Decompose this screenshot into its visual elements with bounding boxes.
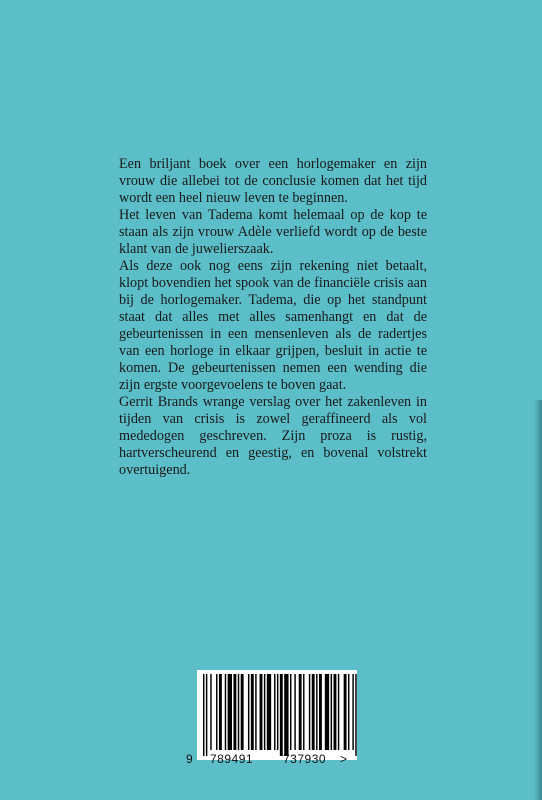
barcode-bar xyxy=(225,674,226,750)
barcode-bar xyxy=(312,674,315,750)
barcode-bar xyxy=(238,674,239,750)
barcode-right-digits: 737930 xyxy=(283,752,327,766)
blurb-paragraph: Als deze ook nog eens zijn rekening niet betaalt, klopt bovendien het spook van de financiële crisis aan bij de horlogemaker. Tadema, die op het standpunt staat dat alles met alles samenhangt en dat de gebeurtenissen in een mensenleven als de radertjes van een horloge in elkaar grijpen, besluit in actie te komen. De gebeurtenissen nemen een wending die zijn ergste voorgevoelens te boven gaat. xyxy=(119,258,427,393)
barcode-bar xyxy=(284,674,288,756)
barcode-bar xyxy=(280,674,283,756)
barcode-bars xyxy=(197,670,357,760)
barcode-bar xyxy=(299,674,302,750)
barcode-bar xyxy=(216,674,217,750)
barcode-bar xyxy=(206,674,207,756)
barcode-bar xyxy=(203,674,204,756)
barcode-bar xyxy=(210,674,211,750)
barcode-bar xyxy=(241,674,244,750)
barcode-bar xyxy=(219,674,222,750)
barcode-bar xyxy=(334,674,337,750)
barcode-bar xyxy=(355,674,356,756)
barcode-lead-digit: 9 xyxy=(186,752,194,766)
barcode-bar xyxy=(248,674,249,750)
barcode-bar xyxy=(319,674,322,750)
barcode-bar xyxy=(260,674,263,750)
blurb-paragraph: Het leven van Tadema komt helemaal op de kop te staan als zijn vrouw Adèle verliefd wordt op de beste klant van de juwelierszaak. xyxy=(119,207,427,257)
barcode-bar xyxy=(331,674,332,750)
barcode-bar xyxy=(228,674,232,750)
barcode-left-digits: 789491 xyxy=(210,752,254,766)
barcode-bar xyxy=(316,674,317,750)
blurb-paragraph: Gerrit Brands wrange verslag over het zakenleven in tijden van crisis is zowel geraffineerd als vol mededogen geschreven. Zijn proza is rustig, hartverscheurend en geestig, en bovenal volstrekt overtuigend. xyxy=(119,394,427,478)
barcode-bar xyxy=(290,674,291,750)
barcode-bar xyxy=(344,674,347,750)
barcode-quiet-zone-mark: > xyxy=(340,752,348,766)
barcode-bar xyxy=(277,674,278,750)
barcode-bar xyxy=(325,674,329,750)
barcode-bar xyxy=(233,674,236,750)
barcode-bar xyxy=(348,674,349,750)
barcode-bar xyxy=(338,674,339,750)
blurb-paragraph: Een briljant boek over een horlogemaker en zijn vrouw die allebei tot de conclusie komen dat het tijd wordt een heel nieuw leven te beginnen. xyxy=(119,156,427,206)
barcode-bar xyxy=(267,674,271,750)
barcode-bar xyxy=(309,674,310,750)
barcode-bar xyxy=(303,674,304,750)
barcode-bar xyxy=(274,674,275,750)
barcode-bar xyxy=(352,674,353,750)
barcode-bar xyxy=(264,674,265,750)
barcode-bar xyxy=(255,674,256,750)
spine-edge-shadow xyxy=(534,400,542,800)
barcode-bar xyxy=(294,674,295,750)
back-cover-blurb xyxy=(119,156,427,479)
barcode-bar xyxy=(251,674,254,750)
